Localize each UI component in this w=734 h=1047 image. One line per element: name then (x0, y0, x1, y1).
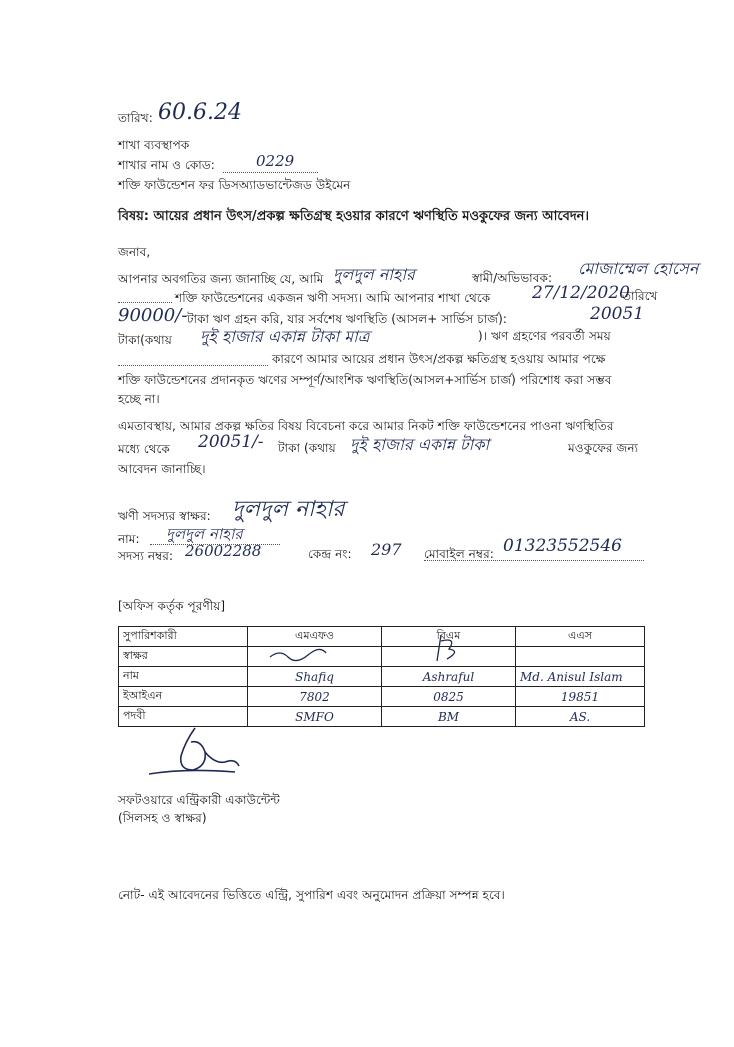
para1-line4-b: )। ঋণ গ্রহণের পরবর্তী সময় (478, 329, 611, 343)
para2-line2-a: মধ্যে থেকে (118, 442, 170, 456)
center-no-hand: 297 (371, 540, 402, 559)
balance-words-hand: দুই হাজার একান্ন টাকা মাত্র (200, 327, 370, 346)
center-no-label: কেন্দ্র নং: (308, 547, 352, 561)
para1-line1-b: স্বামী/অভিভাবক: (472, 271, 553, 285)
mobile-hand: 01323552546 (503, 536, 622, 556)
ein-cell: 0825 (382, 687, 516, 707)
subject-line: বিষয়: আয়ের প্রধান উৎস/প্রকল্প ক্ষতিগ্রস্থ হওয়ার কারণে ঋণস্থিতি মওকুফের জন্য আবেদন। (118, 209, 590, 224)
para1-line4-a: টাকা(কথায় (118, 333, 172, 347)
waive-amount-hand: 20051/- (198, 432, 264, 452)
designation-cell: BM (382, 707, 516, 727)
signature-mfo-scribble (268, 647, 328, 663)
accountant-signature (145, 722, 245, 782)
name-cell: Shafiq (248, 667, 382, 687)
accountant-seal-note: (সিলসহ ও স্বাক্ষর) (118, 811, 207, 825)
loan-date-hand: 27/12/2020 (532, 283, 630, 303)
ein-cell: 7802 (248, 687, 382, 707)
organization-name: শক্তি ফাউন্ডেশন ফর ডিসঅ্যাডভান্টেজড উইমেন (118, 178, 351, 192)
office-use-label: [অফিস কর্তৃক পূরণীয়] (118, 599, 226, 613)
row-label: পদবী (119, 707, 248, 727)
member-name-hand: দুলদুল নাহার (166, 525, 243, 543)
table-header: বিএম (382, 627, 516, 647)
para1-line3-a: টাকা ঋণ গ্রহন করি, যার সর্বশেষ ঋণস্থিতি (আসল+ সার্ভিস চার্জ): (187, 312, 508, 326)
designation-cell: SMFO (248, 707, 382, 727)
para1-line6: শক্তি ফাউন্ডেশনের প্রদানকৃত ঋণের সম্পূর্ণ/আংশিক ঋণস্থিতি(আসল+সার্ভিস চার্জ) পরিশোধ করা সম্ভব (118, 373, 612, 387)
row-label: স্বাক্ষর (119, 647, 248, 667)
para1-line2-a: শক্তি ফাউন্ডেশনের একজন ঋণী সদস্য। আমি আপনার শাখা থেকে (175, 291, 491, 305)
table-row (119, 647, 645, 667)
date-label: তারিখ: (118, 111, 153, 125)
para2-line2-c: মওকুফের জন্য (568, 441, 639, 455)
mobile-label: মোবাইল নম্বর: (424, 547, 494, 561)
designation-cell: AS. (516, 707, 645, 727)
para1-line1-a: আপনার অবগতির জন্য জানাচ্ছি যে, আমি (118, 272, 324, 286)
waive-words-hand: দুই হাজার একান্ন টাকা (350, 435, 490, 454)
para2-line1: এমতাবস্থায়, আমার প্রকল্প ক্ষতির বিষয় বিবেচনা করে আমার নিকট শক্তি ফাউন্ডেশনের পাওনা ঋণস্থিতির (118, 419, 614, 433)
recommendation-table (118, 626, 645, 727)
row-label: নাম (119, 667, 248, 687)
accountant-title: সফটওয়ারে এন্ট্রিকারী একাউন্টেন্ট (118, 793, 280, 807)
table-row (119, 667, 645, 687)
loan-amount-hand: 90000/- (118, 305, 188, 326)
table-header: এএস (516, 627, 645, 647)
name-cell: Md. Anisul Islam (516, 667, 645, 687)
ein-cell: 19851 (516, 687, 645, 707)
table-header: সুপারিশকারী (119, 627, 248, 647)
row-label: ইআইএন (119, 687, 248, 707)
signature-bm-scribble (427, 633, 467, 663)
member-name-label: নাম: (118, 532, 140, 546)
table-header-row (119, 627, 645, 647)
member-no-hand: 26002288 (185, 542, 262, 560)
signature-cell (382, 647, 516, 667)
recipient-title: শাখা ব্যবস্থাপক (118, 138, 190, 152)
signature-cell (248, 647, 382, 667)
footer-note: নোট- এই আবেদনের ভিত্তিতে এন্ট্রি, সুপারিশ এবং অনুমোদন প্রক্রিয়া সম্পন্ন হবে। (118, 888, 505, 902)
para1-line7: হচ্ছে না। (118, 392, 160, 406)
para2-line3: আবেদন জানাচ্ছি। (118, 462, 206, 476)
branch-label: শাখার নাম ও কোড: (118, 158, 215, 172)
member-signature-hand: দুলদুল নাহার (232, 497, 345, 522)
name-cell: Ashraful (382, 667, 516, 687)
table-row (119, 687, 645, 707)
branch-code: 0229 (256, 152, 295, 170)
salutation: জনাব, (118, 245, 151, 259)
para2-line2-b: টাকা (কথায় (278, 441, 336, 455)
signature-cell (516, 647, 645, 667)
applicant-name-hand: দুলদুল নাহার (333, 265, 415, 284)
para1-line5-b: কারণে আমার আয়ের প্রধান উৎস/প্রকল্প ক্ষতিগ্রস্থ হওয়ায় আমার পক্ষে (272, 352, 606, 366)
member-signature-label: ঋণী সদস্যর স্বাক্ষর: (118, 509, 211, 523)
guardian-name-hand: মোজাম্মেল হোসেন (578, 259, 699, 278)
date-value: 60.6.24 (158, 100, 242, 125)
balance-hand: 20051 (590, 304, 645, 324)
para1-line2-b: তারিখে (622, 289, 658, 303)
member-no-label: সদস্য নম্বর: (118, 549, 174, 563)
table-header: এমএফও (248, 627, 382, 647)
